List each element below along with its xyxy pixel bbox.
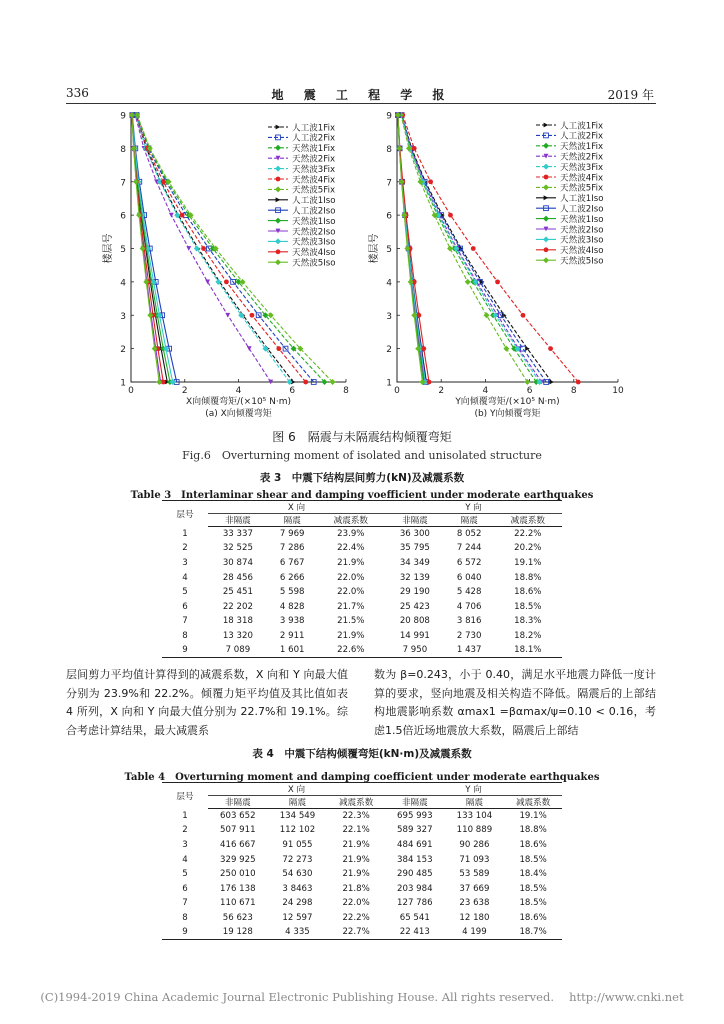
table4 — [162, 782, 562, 940]
table-cell: 14 991 — [399, 630, 430, 641]
legend-marker — [544, 175, 549, 180]
x-tick-label: 6 — [526, 386, 533, 396]
table-cell: 5 428 — [456, 587, 482, 598]
legend-marker — [275, 186, 281, 192]
data-point — [471, 246, 476, 251]
y-tick-label: 8 — [386, 144, 392, 155]
table-cell: 2 — [182, 543, 188, 554]
y-tick-label: 5 — [120, 245, 126, 255]
legend-label: 天然波3Iso — [560, 235, 604, 246]
table-cell: 3 8463 — [282, 883, 313, 894]
table-cell: 24 298 — [282, 898, 313, 909]
table-cell: 3 — [182, 839, 188, 850]
table-cell: 12 597 — [282, 912, 313, 923]
y-axis-label: 楼层号 — [103, 233, 114, 264]
table-cell: 22.1% — [342, 825, 370, 836]
data-point — [503, 346, 509, 352]
table-row — [162, 643, 562, 658]
table-cell: 21.9% — [342, 839, 370, 850]
table-cell: 110 671 — [220, 898, 256, 909]
table-cell: 18.6% — [519, 912, 547, 923]
legend-label: 天然波1Iso — [292, 216, 336, 227]
col-fix-y: 非隔震 — [385, 514, 445, 527]
legend-label: 天然波1Fix — [560, 142, 604, 153]
table-row — [162, 838, 562, 853]
table-cell: 13 320 — [222, 630, 253, 641]
legend-marker — [543, 236, 549, 242]
group-y: Y 向 — [385, 783, 562, 796]
table-row — [162, 541, 562, 556]
legend-marker — [544, 123, 549, 128]
table-cell: 176 138 — [220, 883, 256, 894]
table-cell: 1 — [182, 528, 188, 539]
table-cell: 6 572 — [456, 557, 482, 568]
legend-label: 天然波5Fix — [292, 185, 336, 196]
y-tick-label: 7 — [386, 178, 392, 189]
data-point — [224, 279, 229, 284]
legend-label: 天然波2Fix — [560, 152, 604, 163]
data-point — [250, 313, 255, 318]
col-ratio-x: 减震系数 — [327, 796, 385, 809]
chart-title: (a) X向倾覆弯矩 — [205, 409, 272, 419]
table-cell: 8 — [182, 912, 188, 923]
x-tick-label: 6 — [289, 386, 296, 396]
table-cell: 5 598 — [279, 587, 305, 598]
x-tick-label: 0 — [394, 386, 400, 396]
data-point — [276, 346, 281, 351]
legend-label: 天然波1Iso — [560, 214, 604, 225]
table-cell: 2 730 — [456, 630, 482, 641]
legend-label: 人工波2Iso — [292, 206, 336, 217]
data-point — [225, 313, 230, 318]
legend-label: 天然波4Iso — [292, 248, 336, 259]
figure-caption-cn: 图 6 隔震与未隔震结构倾覆弯矩 — [272, 430, 452, 444]
table-cell: 18.5% — [519, 898, 547, 909]
legend-marker — [543, 164, 549, 170]
table-cell: 32 525 — [222, 543, 253, 554]
table-cell: 53 589 — [459, 869, 490, 880]
y-tick-label: 1 — [386, 378, 392, 389]
data-point — [303, 380, 308, 385]
table-row — [162, 911, 562, 926]
table-cell: 507 911 — [220, 825, 256, 836]
data-point — [427, 380, 432, 385]
figure-caption-en: Fig.6 Overturning moment of isolated and unisolated structure — [182, 449, 542, 462]
x-axis-label: X向倾覆弯矩/(×10⁵ N·m) — [185, 397, 292, 407]
table-cell: 18.6% — [519, 839, 547, 850]
y-tick-label: 6 — [386, 211, 392, 222]
table-row — [162, 896, 562, 911]
table-cell: 6 266 — [279, 572, 305, 583]
y-tick-label: 7 — [120, 178, 126, 189]
table-cell: 21.8% — [342, 883, 370, 894]
table-cell: 28 456 — [222, 572, 253, 583]
body-text-left: 层间剪力平均值计算得到的减震系数，X 向和 Y 向最大值分别为 23.9%和 22.2%。倾覆力矩平均值及其比值如表 4 所列，X 向和 Y 向最大值分别为 22.7%和 19.1%。综合考虑计算结果，最大减震系 — [66, 668, 348, 737]
table-cell: 22.0% — [337, 572, 365, 583]
data-point — [194, 246, 200, 252]
table-cell: 35 795 — [399, 543, 430, 554]
data-point — [484, 312, 490, 318]
copyright-footer: (C)1994-2019 China Academic Journal Electronic Publishing House. All rights reserved. http://www.cnki.net — [40, 990, 684, 1004]
table-cell: 19.1% — [514, 557, 542, 568]
col-ratio-y: 减震系数 — [504, 796, 562, 809]
legend-marker — [275, 166, 281, 172]
legend-marker — [276, 177, 281, 182]
table-cell: 25 423 — [399, 601, 430, 612]
data-point — [201, 246, 206, 251]
table-cell: 12 180 — [459, 912, 490, 923]
data-point — [161, 179, 166, 184]
table-cell: 21.9% — [337, 630, 365, 641]
legend-label: 人工波2Fix — [292, 133, 336, 144]
legend-label: 人工波2Iso — [560, 204, 604, 215]
data-point — [428, 179, 433, 184]
group-x: X 向 — [208, 501, 385, 514]
table-cell: 18.8% — [514, 572, 542, 583]
legend-label: 天然波2Iso — [560, 225, 604, 236]
x-tick-label: 2 — [438, 386, 445, 396]
table-cell: 603 652 — [220, 811, 256, 822]
table-cell: 1 437 — [445, 643, 494, 658]
data-point — [169, 213, 174, 218]
col-ratio-x: 减震系数 — [317, 514, 385, 527]
publication-year: 2019 年 — [607, 88, 654, 102]
table-cell: 22.7% — [327, 925, 385, 940]
table-cell: 22.2% — [514, 529, 542, 540]
table-cell: 37 669 — [459, 883, 490, 894]
data-point — [180, 213, 185, 218]
col-fix-y: 非隔震 — [385, 796, 445, 809]
legend-marker — [275, 238, 281, 244]
data-point — [421, 346, 426, 351]
series-line — [403, 115, 578, 382]
table-cell: 18.7% — [504, 925, 562, 940]
table-row — [162, 556, 562, 571]
y-axis-label: 楼层号 — [369, 233, 380, 264]
legend-label: 天然波2Fix — [292, 154, 336, 165]
col-floor: 层号 — [162, 501, 208, 527]
x-tick-label: 10 — [612, 386, 624, 396]
legend-label: 天然波4Fix — [560, 173, 604, 184]
table-cell: 5 — [182, 869, 188, 880]
data-point — [548, 346, 553, 351]
table-cell: 32 139 — [399, 572, 430, 583]
data-point — [186, 246, 191, 251]
data-point — [495, 279, 500, 284]
data-point — [205, 279, 210, 284]
legend-marker — [543, 257, 549, 263]
x-tick-label: 4 — [482, 386, 489, 396]
table-cell: 21.9% — [342, 854, 370, 865]
data-point — [215, 279, 221, 285]
y-tick-label: 6 — [120, 211, 126, 222]
table-row — [162, 614, 562, 629]
legend-marker — [543, 184, 549, 190]
table-cell: 72 273 — [282, 854, 313, 865]
journal-name: 地 震 工 程 学 报 — [271, 88, 453, 102]
table-cell: 203 984 — [397, 883, 433, 894]
y-tick-label: 5 — [386, 245, 392, 255]
table-row — [162, 925, 562, 940]
table-cell: 110 889 — [456, 825, 493, 836]
legend-marker — [544, 195, 549, 200]
table-cell: 19.1% — [519, 811, 547, 822]
table-row — [162, 585, 562, 600]
y-tick-label: 4 — [120, 278, 126, 289]
legend-marker — [275, 259, 281, 265]
table-cell: 18.2% — [514, 630, 542, 641]
table-cell: 22.0% — [337, 587, 365, 598]
table-cell: 22 202 — [222, 601, 253, 612]
table-cell: 91 055 — [282, 839, 313, 850]
legend-label: 天然波4Iso — [560, 246, 604, 257]
table-cell: 18.5% — [519, 854, 547, 865]
table-cell: 7 244 — [456, 543, 482, 554]
legend-label: 天然波4Fix — [292, 175, 336, 186]
table-cell: 71 093 — [459, 854, 490, 865]
table-cell: 3 938 — [279, 616, 305, 627]
table-row — [162, 823, 562, 838]
table-cell: 20 808 — [399, 616, 430, 627]
legend-marker — [543, 143, 549, 149]
table-cell: 127 786 — [397, 898, 433, 909]
col-iso-x: 隔震 — [268, 514, 317, 527]
x-tick-label: 4 — [235, 386, 242, 396]
table-cell: 2 911 — [279, 630, 305, 641]
body-text-right: 数为 β=0.243，小于 0.40，满足水平地震力降低一度计算的要求，竖向地震及相关构造不降低。隔震后的上部结构地震影响系数 αmax1 =βαmax/ψ=0.10 < 0.16，考虑1.5倍近场地震放大系数，隔震后上部结 — [374, 668, 656, 737]
table-cell: 8 052 — [456, 529, 482, 540]
series-line — [402, 115, 552, 382]
table4-title-en: Table 4 Overturning moment and damping coefficient under moderate earthquakes — [124, 772, 600, 783]
x-tick-label: 8 — [570, 386, 577, 396]
data-point — [412, 146, 417, 151]
legend-marker — [275, 145, 281, 151]
table3-title-en: Table 3 Interlaminar shear and damping voefficient under moderate earthquakes — [130, 490, 594, 501]
y-tick-label: 4 — [386, 278, 392, 289]
table-cell: 22.2% — [342, 912, 370, 923]
table-cell: 1 — [182, 810, 188, 821]
table-cell: 416 667 — [220, 839, 256, 850]
legend-label: 天然波1Fix — [292, 144, 336, 155]
table-cell: 56 623 — [222, 912, 253, 923]
table-cell: 18.3% — [514, 616, 542, 627]
table-cell: 34 349 — [399, 557, 430, 568]
table-cell: 484 691 — [397, 839, 433, 850]
data-point — [549, 380, 554, 385]
table-cell: 250 010 — [220, 869, 256, 880]
data-point — [465, 279, 471, 285]
table-cell: 6 — [182, 601, 188, 612]
legend-label: 天然波3Iso — [292, 237, 336, 248]
figure-6 — [0, 104, 724, 426]
table-cell: 18.5% — [514, 601, 542, 612]
col-iso-y: 隔震 — [445, 514, 494, 527]
data-point — [576, 380, 581, 385]
table-row — [162, 570, 562, 585]
data-point — [521, 313, 526, 318]
y-tick-label: 9 — [386, 111, 392, 122]
table-cell: 7 969 — [279, 529, 305, 540]
table-cell: 21.9% — [337, 557, 365, 568]
group-x: X 向 — [208, 783, 385, 796]
table-cell: 589 327 — [397, 825, 433, 836]
table-row — [162, 809, 562, 824]
table-cell: 23.9% — [337, 529, 365, 540]
chart-x-overturning — [101, 112, 349, 420]
y-tick-label: 3 — [120, 311, 126, 322]
col-iso-y: 隔震 — [445, 796, 505, 809]
table-cell: 21.7% — [337, 601, 365, 612]
table-cell: 4 706 — [456, 601, 482, 612]
legend-label: 天然波5Fix — [560, 183, 604, 194]
table-cell: 7 — [182, 616, 188, 627]
col-ratio-y: 减震系数 — [494, 514, 562, 527]
page-number: 336 — [66, 86, 89, 100]
legend-marker — [275, 218, 281, 224]
table-cell: 6 767 — [279, 557, 305, 568]
table-cell: 7 950 — [385, 643, 445, 658]
table-row — [162, 599, 562, 614]
table-cell: 4 199 — [445, 925, 505, 940]
chart-title: (b) Y向倾覆弯矩 — [474, 409, 541, 419]
table-cell: 384 153 — [397, 854, 433, 865]
table-cell: 4 — [182, 854, 188, 865]
table-cell: 29 190 — [399, 587, 430, 598]
table-cell: 33 337 — [222, 529, 253, 540]
table-cell: 23 638 — [459, 898, 490, 909]
legend-label: 人工波1Iso — [292, 196, 336, 207]
table-cell: 18 318 — [222, 616, 253, 627]
table-cell: 134 549 — [279, 811, 316, 822]
table-cell: 7 — [182, 898, 188, 909]
legend-label: 人工波2Fix — [560, 131, 604, 142]
table-cell: 112 102 — [279, 825, 316, 836]
y-tick-label: 8 — [120, 144, 126, 155]
table3 — [162, 500, 562, 658]
table-cell: 9 — [162, 925, 208, 940]
data-point — [448, 213, 453, 218]
col-fix-x: 非隔震 — [208, 514, 268, 527]
table-cell: 2 — [182, 825, 188, 836]
table-cell: 4 828 — [279, 601, 305, 612]
table-cell: 19 128 — [208, 925, 268, 940]
table-cell: 9 — [162, 643, 208, 658]
table-cell: 329 925 — [220, 854, 256, 865]
y-tick-label: 1 — [120, 378, 126, 389]
table-cell: 7 286 — [279, 543, 305, 554]
legend-label: 人工波1Fix — [292, 123, 336, 134]
legend-marker — [276, 125, 281, 130]
legend-label: 天然波3Fix — [292, 164, 336, 175]
table-cell: 5 — [182, 587, 188, 598]
table-cell: 20.2% — [514, 543, 542, 554]
table-cell: 3 816 — [456, 616, 482, 627]
table-row — [162, 867, 562, 882]
table-cell: 4 335 — [268, 925, 328, 940]
col-iso-x: 隔震 — [268, 796, 328, 809]
y-tick-label: 2 — [386, 345, 392, 356]
table-cell: 18.4% — [519, 869, 547, 880]
x-tick-label: 8 — [343, 386, 349, 396]
x-tick-label: 0 — [128, 386, 134, 396]
table-cell: 65 541 — [399, 912, 430, 923]
table-cell: 21.5% — [337, 616, 365, 627]
table-cell: 18.6% — [514, 587, 542, 598]
table-cell: 22.3% — [342, 811, 370, 822]
table-cell: 25 451 — [222, 587, 253, 598]
table-cell: 22.6% — [317, 643, 385, 658]
table-cell: 21.9% — [342, 869, 370, 880]
table-row — [162, 881, 562, 896]
series-line — [137, 115, 314, 382]
legend-marker — [544, 247, 549, 252]
table-cell: 290 485 — [397, 869, 433, 880]
table-cell: 54 630 — [282, 869, 313, 880]
table-cell: 18.5% — [519, 883, 547, 894]
table3-title-cn: 表 3 中震下结构层间剪力(kN)及减震系数 — [259, 472, 465, 484]
table4-title-cn: 表 4 中震下结构倾覆弯矩(kN·m)及减震系数 — [252, 748, 472, 760]
group-y: Y 向 — [385, 501, 562, 514]
table-cell: 6 040 — [456, 572, 482, 583]
table-cell: 22 413 — [385, 925, 445, 940]
table-cell: 90 286 — [459, 839, 490, 850]
series-line — [401, 115, 536, 382]
table-cell: 36 300 — [399, 529, 430, 540]
table-cell: 22.0% — [342, 898, 370, 909]
legend-marker — [543, 216, 549, 222]
legend-label: 人工波1Fix — [560, 121, 604, 132]
legend-label: 天然波2Iso — [292, 227, 336, 238]
table-cell: 8 — [182, 630, 188, 641]
col-floor: 层号 — [162, 783, 208, 809]
table-cell: 1 601 — [268, 643, 317, 658]
data-point — [447, 246, 453, 252]
table-row — [162, 852, 562, 867]
table-cell: 6 — [182, 883, 188, 894]
legend-label: 天然波5Iso — [560, 256, 604, 267]
y-tick-label: 3 — [386, 311, 392, 322]
legend-label: 人工波1Iso — [560, 194, 604, 205]
legend-label: 天然波5Iso — [292, 258, 336, 269]
table-cell: 695 993 — [397, 811, 433, 822]
table-cell: 133 104 — [456, 811, 493, 822]
table-cell: 3 — [182, 557, 188, 568]
legend-label: 天然波3Fix — [560, 162, 604, 173]
legend-marker — [276, 197, 281, 202]
x-axis-label: Y向倾覆弯矩/(×10⁵ N·m) — [455, 397, 560, 407]
table-cell: 4 — [182, 572, 188, 583]
x-tick-label: 2 — [181, 386, 188, 396]
chart-y-overturning — [367, 112, 624, 420]
table-cell: 18.1% — [494, 643, 562, 658]
y-tick-label: 9 — [120, 111, 126, 122]
y-tick-label: 2 — [120, 345, 126, 356]
legend-marker — [276, 249, 281, 254]
table-cell: 30 874 — [222, 557, 253, 568]
table-row — [162, 629, 562, 644]
table-row — [162, 527, 562, 542]
table-cell: 18.8% — [519, 825, 547, 836]
table-cell: 7 089 — [208, 643, 268, 658]
col-fix-x: 非隔震 — [208, 796, 268, 809]
table-cell: 22.4% — [337, 543, 365, 554]
